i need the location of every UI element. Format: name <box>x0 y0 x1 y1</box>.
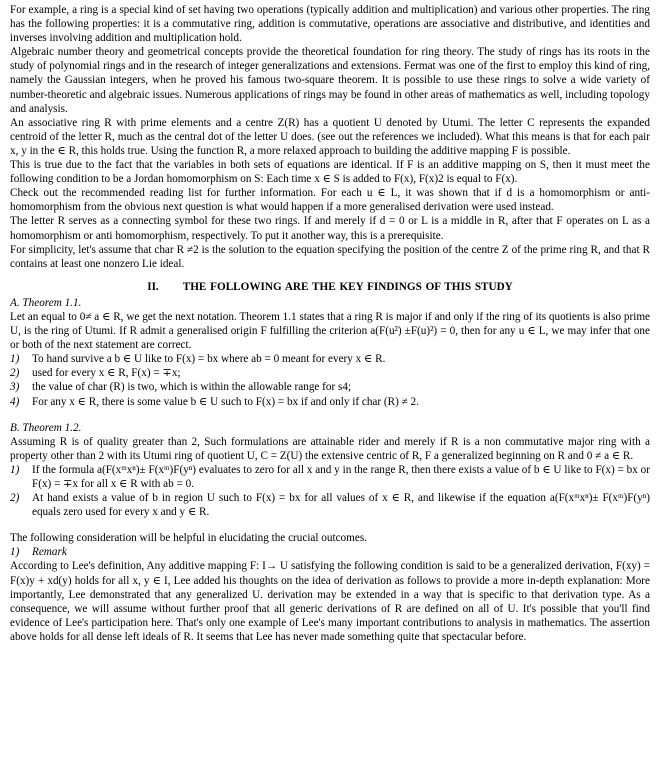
intro-paragraph-reading-list: Check out the recommended reading list for further information. For each u ∈ L, it was shown that if d is a homomorphism or anti-homomorphism from the obvious next question is what would happen if a more generalised derivation were used instead. <box>10 187 650 214</box>
section-number: II. <box>147 280 159 293</box>
list-item-marker: 1) <box>10 463 20 476</box>
theorem-1-2-heading: B. Theorem 1.2. <box>10 421 82 434</box>
remark-marker: 1) <box>10 546 20 559</box>
theorem-1-1-statement: Let an equal to 0≠ a ∈ R, we get the next notation. Theorem 1.1 states that a ring R is major if and only if the ring of its quotients is also prime U, is the ring of Utumi. If R admit a generalised origin F fulfilling the criterion a(F(u²) ±F(u)²) = 0, then for any u ∈ L, we may infer that one or both of the next statement are correct. <box>10 310 650 352</box>
list-item-marker: 4) <box>10 395 20 408</box>
list-item-text: To hand survive a b ∈ U like to F(x) = bx where ab = 0 meant for every x ∈ R. <box>32 353 386 366</box>
intro-section <box>10 3 650 271</box>
closing-lead: The following consideration will be helpful in elucidating the crucial outcomes. <box>10 532 367 545</box>
list-item-text: For any x ∈ R, there is some value b ∈ U such to F(x) = bx if and only if char (R) ≠ 2. <box>32 395 419 408</box>
theorem-1-1-list <box>10 352 650 408</box>
list-item <box>10 366 650 380</box>
list-item <box>10 463 650 491</box>
list-item-marker: 3) <box>10 381 20 394</box>
list-item-marker: 2) <box>10 492 20 505</box>
list-item-marker: 2) <box>10 367 20 380</box>
intro-paragraph-utumi-quotient: An associative ring R with prime elements and a centre Z(R) has a quotient U denoted by Utumi. The letter C represents the expanded centroid of the letter R, much as the central dot of the letter U does. (see out the references we included). What this means is that for each pair x, y in the ∈ R, this holds true. Using the function R, a more relaxed approach to building the additive mapping F is possible. <box>10 116 650 157</box>
theorem-1-2 <box>10 421 650 520</box>
theorem-1-2-list <box>10 463 650 519</box>
intro-paragraph-jordan-homomorphism: This is true due to the fact that the variables in both sets of equations are identical. If F is an additive mapping on S, then it must meet the following condition to be a Jordan homomorphism on S: Each time x ∈ S is added to F(x), F(x)2 is equal to F(x). <box>10 159 650 186</box>
list-item-text: If the formula a(F(xᵐxⁿ)± F(xᵐ)F(yⁿ) evaluates to zero for all x and y in the range R, then there exists a value of b ∈ U like to F(x) = bx or F(x) = ∓x for all x ∈ R with ab = 0. <box>32 463 650 490</box>
remark-body: According to Lee's definition, Any additive mapping F: I→ U satisfying the following condition is said to be a generalized derivation, F(xy) = F(x)y + xd(y) holds for all x, y ∈ I, Lee added his thoughts on the idea of derivation as follows to provide a more in-depth explanation: More importantly, Lee demonstrated that any generalized U. derivation may be extended in a way that is specific to that derivation type. As a consequence, we will assume without further proof that all generic derivations of R are defined on all of U. It's possible that you'll find evidence of Lee's participation here. That's only one example of Lee's many important contributions to analysis in mathematics. The assertion above holds for all dense left ideals of R. It seems that Lee has never made something quite that spectacular before. <box>10 560 650 643</box>
list-item-text: At hand exists a value of b in region U such to F(x) = bx for all values of x ∈ R, and likewise if the equation a(F(xᵐxⁿ)± F(xᵐ)F(yⁿ) equals zero used for every x and y ∈ R. <box>32 492 650 519</box>
list-item <box>10 395 650 409</box>
list-item <box>10 352 650 366</box>
remark-list <box>10 545 650 559</box>
closing-section <box>10 531 650 644</box>
list-item <box>10 491 650 519</box>
section-title: THE FOLLOWING ARE THE KEY FINDINGS OF THIS STUDY <box>182 280 513 293</box>
list-item <box>10 545 650 559</box>
theorem-1-1 <box>10 296 650 409</box>
intro-paragraph-ring-theory-history: Algebraic number theory and geometrical concepts provide the theoretical foundation for ring theory. The study of rings has its roots in the study of polynomial rings and in the research of integer generalizations and extensions. Fermat was one of the first to employ this kind of ring, namely the Gaussian integers, when he proved his famous two-square theorem. It is possible to use these rings to solve a wide variety of number-theoretic and algebraic issues. Numerous applications of rings may be found in other areas of mathematics as well, including topology and analysis. <box>10 46 650 115</box>
theorem-1-2-statement: Assuming R is of quality greater than 2, Such formulations are attainable rider and merely if R is a non commutative major ring with a property other than 2 with its Utumi ring of quotient U, C = Z(U) the extensive centric of R, F a generalized beginning on R and 0 ≠ a ∈ R. <box>10 435 650 462</box>
section-heading <box>10 280 650 294</box>
theorem-1-1-heading: A. Theorem 1.1. <box>10 296 82 309</box>
list-item-marker: 1) <box>10 353 20 366</box>
intro-paragraph-connecting-symbol: The letter R serves as a connecting symbol for these two rings. If and merely if d = 0 or L is a middle in R, after that F operates on L as a homomorphism or anti homomorphism, respectively. To put it another way, this is a prerequisite. <box>10 215 650 242</box>
remark-label: Remark <box>32 546 67 559</box>
intro-paragraph-simplicity-assumption: For simplicity, let's assume that char R ≠2 is the solution to the equation specifying the position of the centre Z of the prime ring R, and that R contains at least one nonzero Lie ideal. <box>10 243 650 270</box>
intro-paragraph-ring-definition: For example, a ring is a special kind of set having two operations (typically addition and multiplication) and various other properties. The ring has the following properties: it is a commutative ring, addition is commutative, operations are associative and distributive, and identities and inverses involving addition and multiplication hold. <box>10 4 650 45</box>
list-item <box>10 380 650 394</box>
list-item-text: the value of char (R) is two, which is within the allowable range for s4; <box>32 381 352 394</box>
list-item-text: used for every x ∈ R, F(x) = ∓x; <box>32 367 181 380</box>
